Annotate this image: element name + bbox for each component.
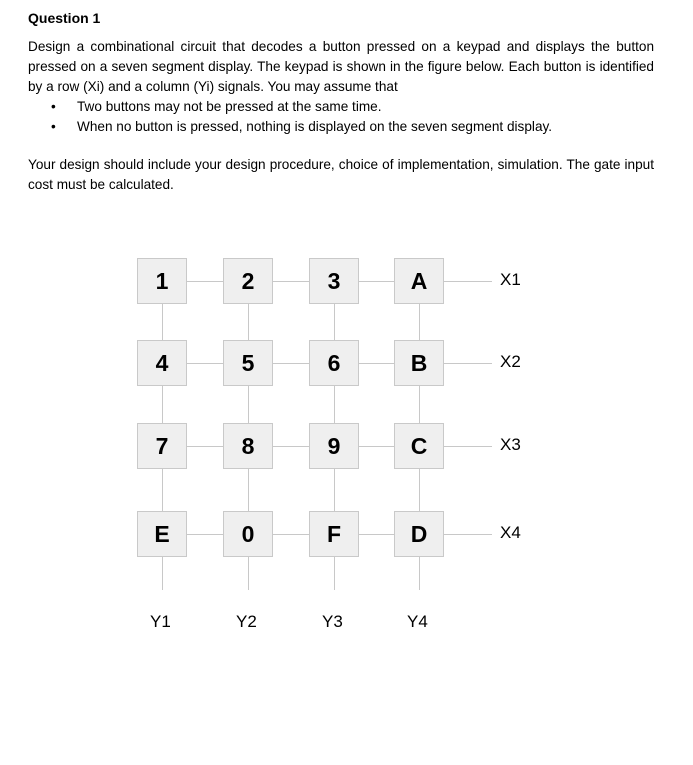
column-signal-label: Y4 [407,612,428,631]
column-signal-label: Y3 [322,612,343,631]
question-requirement: Your design should include your design procedure, choice of implementation, simulation. The gate input cost must be calculated. [28,157,654,192]
row-signal-label: X1 [500,270,521,289]
assumption-text: Two buttons may not be pressed at the same time. [77,99,382,114]
column-signal-label: Y1 [150,612,171,631]
keypad-key: 1 [137,258,187,304]
bullet-icon: • [51,119,56,134]
question-intro: Design a combinational circuit that decodes a button pressed on a keypad and displays the button pressed on a seven segment display. The keypad is shown in the figure below. Each button is identified by a row (Xi) and a column (Yi) signals. You may assume that [28,39,654,94]
keypad-key: C [394,423,444,469]
assumption-text: When no button is pressed, nothing is displayed on the seven segment display. [77,119,553,134]
keypad-key: A [394,258,444,304]
keypad-key: B [394,340,444,386]
keypad-key: 5 [223,340,273,386]
keypad-key: 2 [223,258,273,304]
keypad-key: F [309,511,359,557]
question-title: Question 1 [28,10,101,26]
keypad-key: E [137,511,187,557]
keypad-key: 4 [137,340,187,386]
keypad-key: 0 [223,511,273,557]
keypad-key: 9 [309,423,359,469]
row-signal-label: X4 [500,523,521,542]
keypad-key: 7 [137,423,187,469]
keypad-key: 3 [309,258,359,304]
keypad-key: D [394,511,444,557]
row-signal-label: X3 [500,435,521,454]
bullet-icon: • [51,99,56,114]
keypad-key: 6 [309,340,359,386]
column-signal-label: Y2 [236,612,257,631]
keypad-key: 8 [223,423,273,469]
row-signal-label: X2 [500,352,521,371]
